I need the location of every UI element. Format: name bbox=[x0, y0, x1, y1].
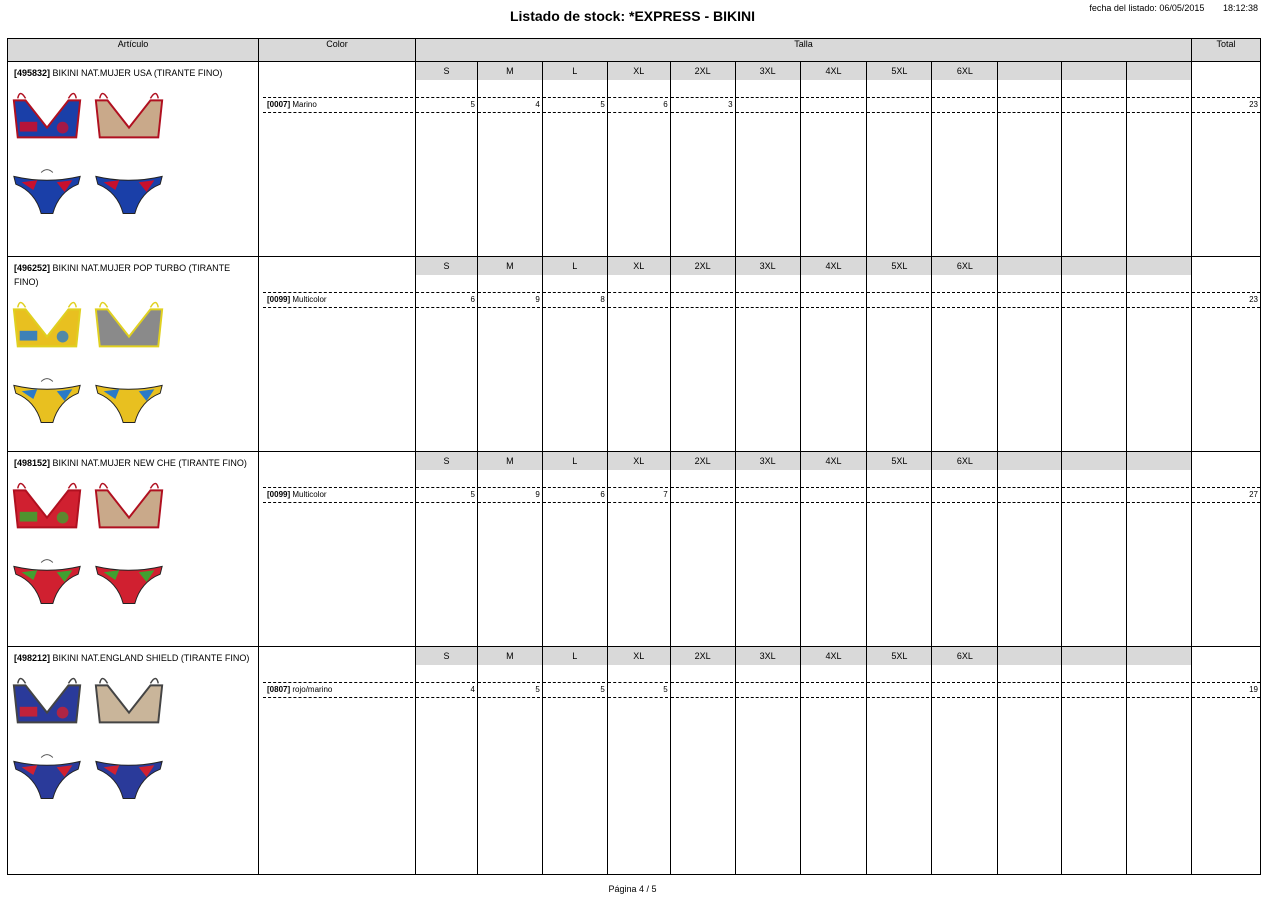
total-cell bbox=[1192, 257, 1261, 452]
size-column bbox=[478, 257, 543, 451]
size-column bbox=[416, 62, 478, 256]
bikini-top-back-image bbox=[90, 86, 168, 142]
total-quantity: 23 bbox=[1192, 292, 1260, 308]
size-column bbox=[932, 257, 998, 451]
size-label: 4XL bbox=[801, 257, 867, 275]
talla-cell bbox=[416, 647, 1192, 875]
bikini-top-front-image bbox=[8, 86, 86, 142]
size-quantity bbox=[801, 682, 865, 698]
size-column bbox=[1127, 257, 1191, 451]
size-column bbox=[998, 257, 1062, 451]
size-label: 5XL bbox=[867, 62, 931, 80]
talla-cell bbox=[416, 62, 1192, 257]
color-name: Marino bbox=[292, 100, 317, 109]
color-code: [0099] bbox=[267, 295, 291, 304]
size-label: 3XL bbox=[736, 647, 800, 665]
size-quantity bbox=[867, 292, 929, 308]
size-quantity bbox=[1062, 487, 1124, 503]
size-column bbox=[543, 452, 608, 646]
size-label: 4XL bbox=[801, 647, 867, 665]
size-quantity: 4 bbox=[416, 682, 475, 698]
bikini-bottom-back-image bbox=[90, 554, 168, 610]
total-cell bbox=[1192, 452, 1261, 647]
size-quantity: 4 bbox=[478, 97, 540, 113]
size-column bbox=[867, 452, 932, 646]
size-label bbox=[998, 452, 1061, 470]
article-cell bbox=[8, 62, 259, 257]
color-code: [0007] bbox=[267, 100, 291, 109]
size-quantity: 3 bbox=[671, 97, 733, 113]
size-label bbox=[1062, 452, 1126, 470]
header-color: Color bbox=[259, 39, 416, 62]
color-cell bbox=[259, 62, 416, 257]
size-quantity bbox=[932, 682, 995, 698]
size-label: S bbox=[416, 452, 477, 470]
size-quantity bbox=[998, 682, 1059, 698]
product-row bbox=[8, 647, 1261, 875]
size-column bbox=[416, 452, 478, 646]
size-label bbox=[998, 62, 1061, 80]
size-quantity bbox=[867, 682, 929, 698]
size-column bbox=[1062, 452, 1127, 646]
size-label: 2XL bbox=[671, 257, 735, 275]
size-quantity bbox=[998, 97, 1059, 113]
size-quantity bbox=[801, 97, 865, 113]
size-column bbox=[932, 647, 998, 874]
size-label: L bbox=[543, 257, 607, 275]
product-images bbox=[8, 476, 258, 614]
article-cell bbox=[8, 452, 259, 647]
size-quantity: 5 bbox=[608, 682, 668, 698]
size-label: 5XL bbox=[867, 257, 931, 275]
size-column bbox=[801, 62, 868, 256]
size-label: 6XL bbox=[932, 62, 997, 80]
color-name: Multicolor bbox=[292, 490, 327, 499]
size-quantity bbox=[671, 487, 733, 503]
size-quantity bbox=[736, 487, 798, 503]
article-code: [498152] bbox=[14, 458, 51, 468]
size-quantity: 6 bbox=[608, 97, 668, 113]
size-column bbox=[608, 452, 671, 646]
size-label: XL bbox=[608, 452, 670, 470]
size-label: XL bbox=[608, 257, 670, 275]
size-label bbox=[1127, 452, 1191, 470]
size-column bbox=[736, 62, 801, 256]
size-label: L bbox=[543, 647, 607, 665]
product-row bbox=[8, 62, 1261, 257]
size-label: 2XL bbox=[671, 62, 735, 80]
size-quantity bbox=[1127, 682, 1189, 698]
bikini-bottom-front-image bbox=[8, 554, 86, 610]
bikini-bottom-front-image bbox=[8, 164, 86, 220]
size-label: 5XL bbox=[867, 647, 931, 665]
report-date: fecha del listado: 06/05/2015 bbox=[1089, 3, 1205, 13]
article-title bbox=[8, 257, 258, 289]
size-column bbox=[543, 647, 608, 874]
size-quantity: 6 bbox=[543, 487, 605, 503]
size-quantity bbox=[801, 487, 865, 503]
size-column bbox=[998, 452, 1062, 646]
size-label: S bbox=[416, 647, 477, 665]
size-column bbox=[801, 647, 868, 874]
size-quantity bbox=[1127, 487, 1189, 503]
size-quantity: 5 bbox=[416, 97, 475, 113]
size-quantity bbox=[998, 292, 1059, 308]
article-name: BIKINI NAT.MUJER USA (TIRANTE FINO) bbox=[52, 68, 223, 78]
talla-cell bbox=[416, 452, 1192, 647]
size-label: M bbox=[478, 647, 542, 665]
article-code: [498212] bbox=[14, 653, 51, 663]
size-quantity bbox=[736, 292, 798, 308]
size-quantity: 8 bbox=[543, 292, 605, 308]
size-quantity bbox=[867, 97, 929, 113]
bikini-bottom-back-image bbox=[90, 749, 168, 805]
color-entry bbox=[263, 97, 413, 113]
size-label bbox=[1127, 257, 1191, 275]
size-label: 2XL bbox=[671, 647, 735, 665]
header-articulo: Artículo bbox=[8, 39, 259, 62]
size-quantity: 6 bbox=[416, 292, 475, 308]
article-name: BIKINI NAT.MUJER NEW CHE (TIRANTE FINO) bbox=[52, 458, 247, 468]
size-column bbox=[998, 647, 1062, 874]
size-quantity bbox=[1127, 292, 1189, 308]
size-column bbox=[998, 62, 1062, 256]
color-name: Multicolor bbox=[292, 295, 327, 304]
size-quantity bbox=[1062, 292, 1124, 308]
size-column bbox=[608, 62, 671, 256]
size-column bbox=[478, 452, 543, 646]
size-column bbox=[478, 62, 543, 256]
bikini-top-front-image bbox=[8, 476, 86, 532]
size-quantity bbox=[932, 292, 995, 308]
total-quantity: 23 bbox=[1192, 97, 1260, 113]
article-cell bbox=[8, 257, 259, 452]
size-quantity bbox=[671, 292, 733, 308]
article-title bbox=[8, 647, 258, 665]
size-label: 4XL bbox=[801, 452, 867, 470]
size-quantity: 7 bbox=[608, 487, 668, 503]
size-column bbox=[543, 62, 608, 256]
size-columns bbox=[416, 647, 1191, 874]
size-label: 6XL bbox=[932, 452, 997, 470]
size-label: 2XL bbox=[671, 452, 735, 470]
size-quantity bbox=[736, 682, 798, 698]
size-label bbox=[1062, 257, 1126, 275]
header-talla: Talla bbox=[416, 39, 1192, 62]
size-column bbox=[671, 62, 736, 256]
bikini-top-front-image bbox=[8, 295, 86, 351]
size-quantity bbox=[932, 97, 995, 113]
article-code: [496252] bbox=[14, 263, 51, 273]
size-column bbox=[801, 452, 868, 646]
size-label: M bbox=[478, 257, 542, 275]
color-code: [0099] bbox=[267, 490, 291, 499]
size-column bbox=[867, 257, 932, 451]
article-name: BIKINI NAT.ENGLAND SHIELD (TIRANTE FINO) bbox=[52, 653, 250, 663]
size-column bbox=[671, 647, 736, 874]
size-label: L bbox=[543, 452, 607, 470]
size-label: XL bbox=[608, 62, 670, 80]
report-time: 18:12:38 bbox=[1222, 3, 1258, 13]
total-quantity: 19 bbox=[1192, 682, 1260, 698]
size-label: 3XL bbox=[736, 452, 800, 470]
color-cell bbox=[259, 452, 416, 647]
total-cell bbox=[1192, 62, 1261, 257]
size-label: 6XL bbox=[932, 257, 997, 275]
size-column bbox=[1062, 62, 1127, 256]
size-quantity bbox=[867, 487, 929, 503]
size-column bbox=[736, 257, 801, 451]
size-column bbox=[671, 257, 736, 451]
size-quantity: 9 bbox=[478, 487, 540, 503]
talla-cell bbox=[416, 257, 1192, 452]
size-column bbox=[1127, 62, 1191, 256]
product-images bbox=[8, 295, 258, 433]
size-quantity bbox=[998, 487, 1059, 503]
size-quantity bbox=[608, 292, 668, 308]
size-column bbox=[736, 647, 801, 874]
size-label: L bbox=[543, 62, 607, 80]
size-quantity bbox=[671, 682, 733, 698]
size-column bbox=[1062, 257, 1127, 451]
size-column bbox=[932, 452, 998, 646]
size-quantity bbox=[1062, 682, 1124, 698]
size-label bbox=[1062, 647, 1126, 665]
size-label bbox=[1127, 647, 1191, 665]
size-column bbox=[671, 452, 736, 646]
size-quantity: 5 bbox=[543, 682, 605, 698]
size-columns bbox=[416, 452, 1191, 646]
color-entry bbox=[263, 487, 413, 503]
bikini-bottom-back-image bbox=[90, 373, 168, 429]
size-column bbox=[416, 647, 478, 874]
size-quantity bbox=[1062, 97, 1124, 113]
color-cell bbox=[259, 257, 416, 452]
bikini-top-back-image bbox=[90, 671, 168, 727]
product-row bbox=[8, 257, 1261, 452]
size-quantity bbox=[932, 487, 995, 503]
size-column bbox=[543, 257, 608, 451]
bikini-bottom-back-image bbox=[90, 164, 168, 220]
size-label: S bbox=[416, 257, 477, 275]
size-label: 3XL bbox=[736, 62, 800, 80]
size-column bbox=[801, 257, 868, 451]
product-row bbox=[8, 452, 1261, 647]
article-title bbox=[8, 62, 258, 80]
size-quantity: 5 bbox=[478, 682, 540, 698]
size-columns bbox=[416, 257, 1191, 451]
size-column bbox=[1062, 647, 1127, 874]
color-entry bbox=[263, 682, 413, 698]
size-label: M bbox=[478, 452, 542, 470]
size-quantity bbox=[736, 97, 798, 113]
size-label: S bbox=[416, 62, 477, 80]
report-title: Listado de stock: *EXPRESS - BIKINI bbox=[509, 8, 756, 24]
size-column bbox=[478, 647, 543, 874]
size-column bbox=[932, 62, 998, 256]
page-number: Página 4 / 5 bbox=[608, 884, 657, 894]
header-total: Total bbox=[1192, 39, 1261, 62]
size-quantity: 5 bbox=[416, 487, 475, 503]
size-label: XL bbox=[608, 647, 670, 665]
size-quantity bbox=[801, 292, 865, 308]
article-name: BIKINI NAT.MUJER POP TURBO (TIRANTE FINO) bbox=[14, 263, 231, 287]
total-quantity: 27 bbox=[1192, 487, 1260, 503]
bikini-top-front-image bbox=[8, 671, 86, 727]
size-column bbox=[736, 452, 801, 646]
size-columns bbox=[416, 62, 1191, 256]
size-label: 6XL bbox=[932, 647, 997, 665]
color-entry bbox=[263, 292, 413, 308]
product-images bbox=[8, 671, 258, 809]
size-label bbox=[1127, 62, 1191, 80]
article-title bbox=[8, 452, 258, 470]
size-column bbox=[867, 647, 932, 874]
article-cell bbox=[8, 647, 259, 875]
bikini-bottom-front-image bbox=[8, 749, 86, 805]
stock-table bbox=[7, 38, 1261, 875]
size-label bbox=[1062, 62, 1126, 80]
size-label bbox=[998, 647, 1061, 665]
size-label: 4XL bbox=[801, 62, 867, 80]
size-column bbox=[1127, 452, 1191, 646]
size-label: 5XL bbox=[867, 452, 931, 470]
color-code: [0807] bbox=[267, 685, 291, 694]
size-quantity: 5 bbox=[543, 97, 605, 113]
color-name: rojo/marino bbox=[292, 685, 333, 694]
table-header-row bbox=[8, 39, 1261, 62]
size-column bbox=[608, 257, 671, 451]
article-code: [495832] bbox=[14, 68, 51, 78]
bikini-top-back-image bbox=[90, 295, 168, 351]
size-column bbox=[1127, 647, 1191, 874]
size-label: 3XL bbox=[736, 257, 800, 275]
size-column bbox=[416, 257, 478, 451]
total-cell bbox=[1192, 647, 1261, 875]
color-cell bbox=[259, 647, 416, 875]
product-images bbox=[8, 86, 258, 224]
size-label bbox=[998, 257, 1061, 275]
size-column bbox=[867, 62, 932, 256]
size-quantity bbox=[1127, 97, 1189, 113]
size-quantity: 9 bbox=[478, 292, 540, 308]
size-label: M bbox=[478, 62, 542, 80]
size-column bbox=[608, 647, 671, 874]
bikini-bottom-front-image bbox=[8, 373, 86, 429]
report-meta bbox=[1089, 3, 1258, 13]
bikini-top-back-image bbox=[90, 476, 168, 532]
